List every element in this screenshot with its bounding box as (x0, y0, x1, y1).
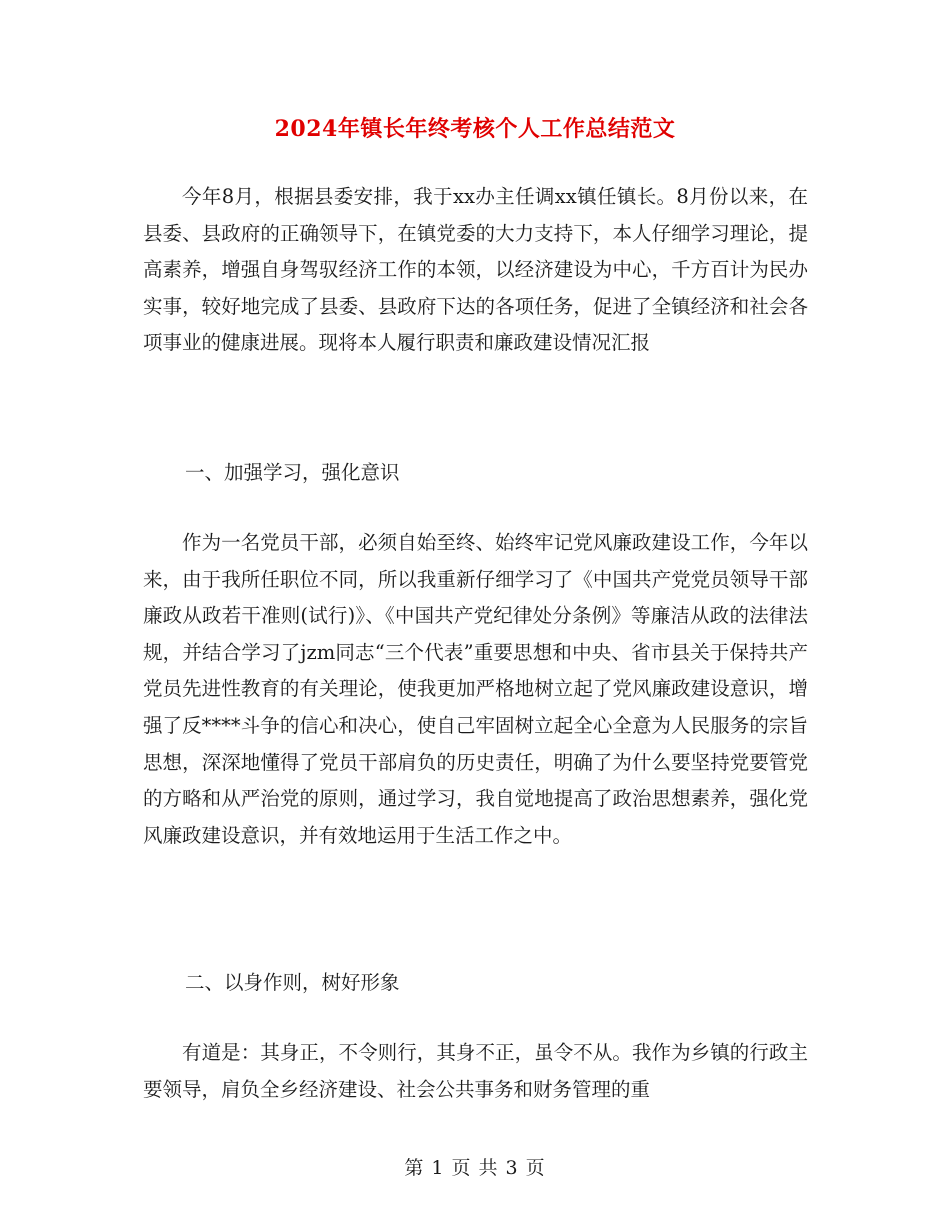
paragraph-text: 有道是：其身正，不令则行，其身不正，虽令不从。我作为乡镇的行政主要领导，肩负全乡经济建设、社会公共事务和财务管理的重 (143, 1041, 808, 1101)
paragraph-text: 今年8月，根据县委安排，我于xx办主任调xx镇任镇长。8月份以来，在县委、县政府的正确领导下，在镇党委的大力支持下，本人仔细学习理论，提高素养，增强自身驾驭经济工作的本领，以经济建设为中心，千方百计为民办实事，较好地完成了县委、县政府下达的各项任务，促进了全镇经济和社会各项事业的健康进展。现将本人履行职责和廉政建设情况汇报 (143, 185, 808, 355)
section-heading-1 (143, 455, 808, 492)
paragraph-study (143, 525, 808, 854)
section-heading-text: 一、加强学习，强化意识 (185, 461, 400, 484)
section-heading-2 (143, 965, 808, 1002)
section-heading-text: 二、以身作则，树好形象 (185, 971, 400, 994)
paragraph-text: 作为一名党员干部，必须自始至终、始终牢记党风廉政建设工作，今年以来，由于我所任职位不同，所以我重新仔细学习了《中国共产党党员领导干部廉政从政若干准则(试行)》、《中国共产党纪律处分条例》等廉洁从政的法律法规，并结合学习了jzm同志“三个代表”重要思想和中央、省市县关于保持共产党员先进性教育的有关理论，使我更加严格地树立起了党风廉政建设意识，增强了反****斗争的信心和决心，使自己牢固树立起全心全意为人民服务的宗旨思想，深深地懂得了党员干部肩负的历史责任，明确了为什么要坚持党要管党的方略和从严治党的原则，通过学习，我自觉地提高了政治思想素养，强化党风廉政建设意识，并有效地运用于生活工作之中。 (143, 531, 808, 847)
page-footer: 第 1 页 共 3 页 (404, 1157, 546, 1179)
document-title: 2024年镇长年终考核个人工作总结范文 (274, 116, 676, 142)
paragraph-intro (143, 179, 808, 362)
paragraph-example (143, 1035, 808, 1108)
